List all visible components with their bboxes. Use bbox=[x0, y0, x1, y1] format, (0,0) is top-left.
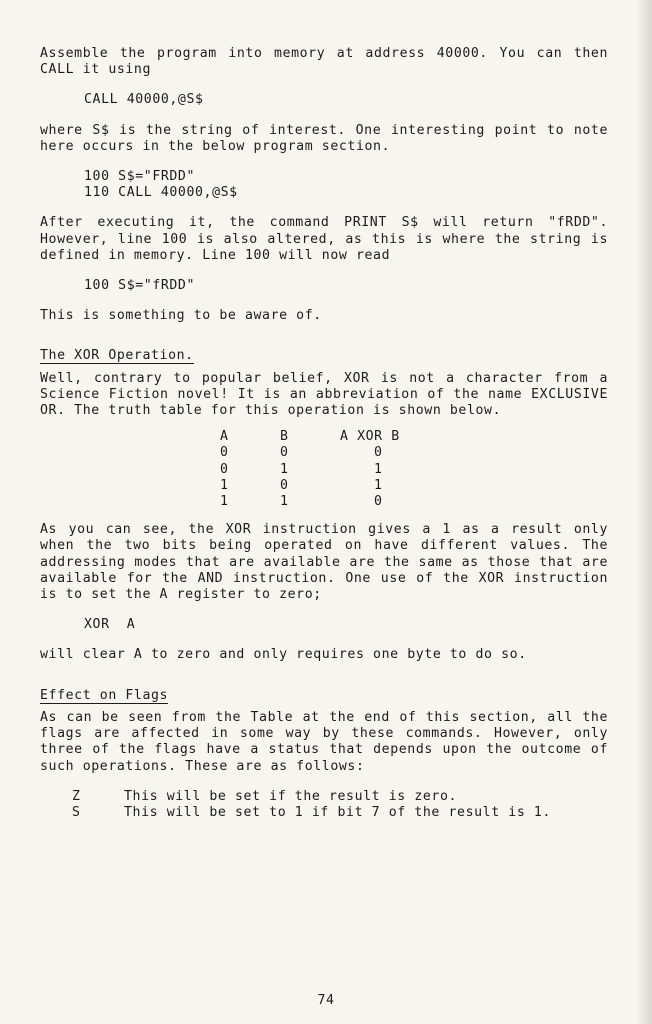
page-body bbox=[40, 46, 608, 821]
flags-section-heading: Effect on Flags bbox=[40, 687, 169, 703]
flag-description: This will be set if the result is zero. bbox=[124, 788, 458, 804]
intro-paragraph-4: This is something to be aware of. bbox=[40, 308, 322, 324]
truth-table-row bbox=[220, 478, 420, 494]
truth-table-cell-a: 1 bbox=[220, 494, 229, 510]
truth-table-cell-a: 0 bbox=[220, 445, 229, 461]
intro-paragraph-3: After executing it, the command PRINT S$ will return "fRDD". However, line 100 is also altered, as this is where the string is defined in memory. Line 100 will now read bbox=[40, 215, 608, 263]
flags-paragraph-1: As can be seen from the Table at the end of this section, all the flags are affected in some way by these commands. However, only three of the flags have a status that depends upon the outcome of such operations. These are as follows: bbox=[40, 709, 608, 774]
code-program-line-100: 100 S$="FRDD" bbox=[84, 169, 196, 185]
code-altered-line-100: 100 S$="fRDD" bbox=[84, 278, 196, 294]
page-number: 74 bbox=[317, 993, 335, 1008]
intro-paragraph-2: where S$ is the string of interest. One interesting point to note here occurs in the below program section. bbox=[40, 122, 608, 154]
flag-letter: S bbox=[72, 804, 81, 820]
flags-list bbox=[72, 789, 608, 821]
xor-section-heading: The XOR Operation. bbox=[40, 348, 194, 364]
truth-table-cell-xor: 1 bbox=[374, 477, 383, 493]
flag-letter: Z bbox=[72, 788, 81, 804]
truth-table-cell-b: 1 bbox=[280, 461, 289, 477]
flag-item-z bbox=[72, 789, 608, 805]
truth-table-cell-xor: 0 bbox=[374, 494, 383, 510]
xor-paragraph-1: Well, contrary to popular belief, XOR is not a character from a Science Fiction novel! It is an abbreviation of the name EXCLUSIVE OR. The truth table for this operation is shown below. bbox=[40, 370, 608, 419]
xor-paragraph-3: will clear A to zero and only requires one byte to do so. bbox=[40, 647, 527, 663]
code-call-example: CALL 40000,@S$ bbox=[84, 92, 204, 108]
page-edge-shadow bbox=[638, 0, 652, 1024]
truth-table-row bbox=[220, 494, 420, 510]
truth-table-cell-xor: 0 bbox=[374, 445, 383, 461]
truth-table-row bbox=[220, 445, 420, 461]
xor-paragraph-2: As you can see, the XOR instruction gives a 1 as a result only when the two bits being operated on have different values. The addressing modes that are available are the same as those that are available for the AND instruction. One use of the XOR instruction is to set the A register to zero; bbox=[40, 522, 608, 603]
xor-truth-table bbox=[220, 429, 420, 510]
truth-table-header-b: B bbox=[280, 429, 289, 445]
truth-table-cell-xor: 1 bbox=[374, 461, 383, 477]
flag-item-s bbox=[72, 805, 608, 821]
intro-paragraph-1: Assemble the program into memory at address 40000. You can then CALL it using bbox=[40, 46, 608, 78]
truth-table-row bbox=[220, 462, 420, 478]
truth-table-cell-a: 0 bbox=[220, 461, 229, 477]
code-program-line-110: 110 CALL 40000,@S$ bbox=[84, 185, 238, 201]
flag-description: This will be set to 1 if bit 7 of the result is 1. bbox=[124, 804, 551, 820]
truth-table-cell-b: 1 bbox=[280, 494, 289, 510]
truth-table-header-xor: A XOR B bbox=[340, 429, 400, 445]
truth-table-cell-a: 1 bbox=[220, 477, 229, 493]
truth-table-header-row bbox=[220, 429, 420, 445]
truth-table-cell-b: 0 bbox=[280, 445, 289, 461]
truth-table-header-a: A bbox=[220, 429, 229, 445]
truth-table-cell-b: 0 bbox=[280, 477, 289, 493]
code-xor-a: XOR A bbox=[84, 617, 136, 633]
